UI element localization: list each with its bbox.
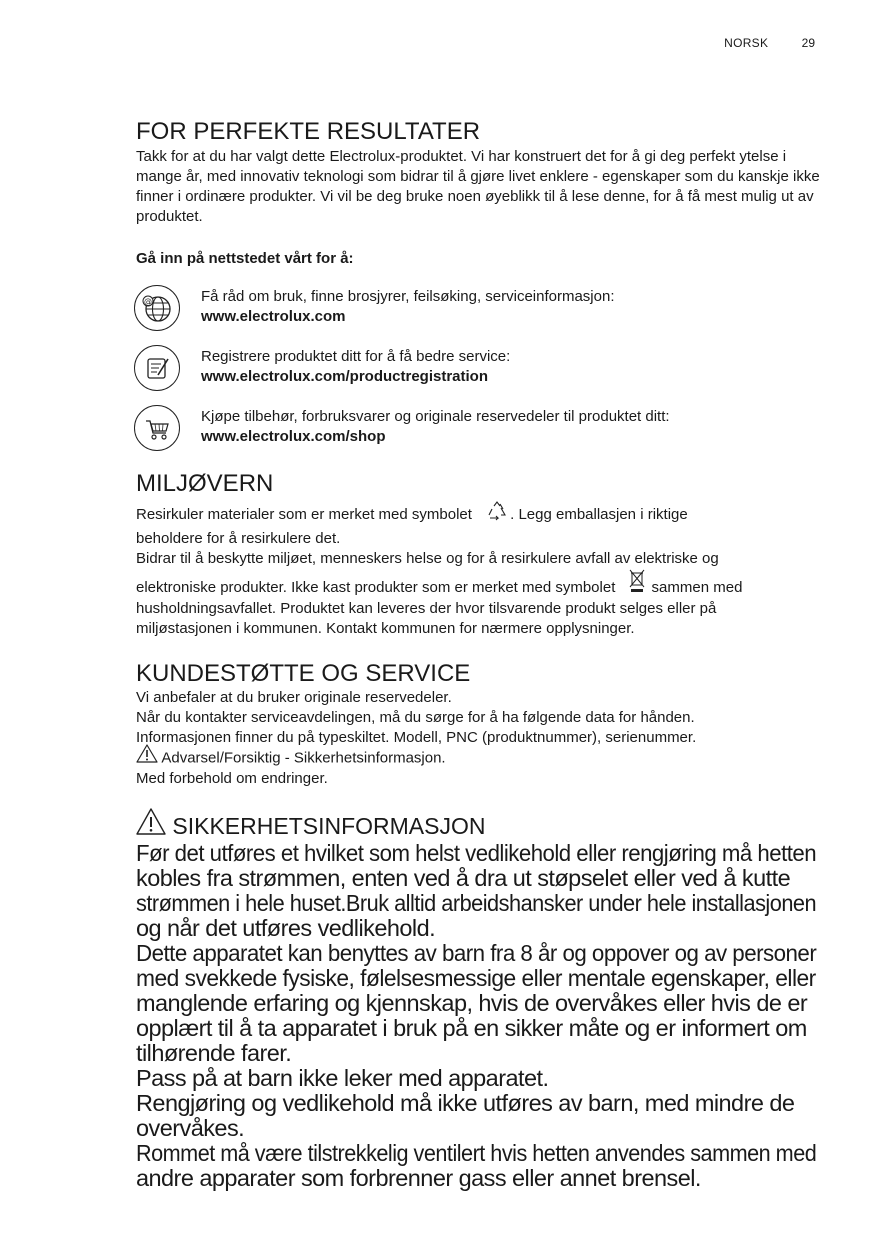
support-text: Når du kontakter serviceavdelingen, må du sørge for å ha følgende data for hånden.: [136, 709, 695, 726]
safety-line: med svekkede fysiske, følelsesmessige eller mentale egenskaper, eller: [136, 965, 816, 992]
language-label: NORSK: [724, 36, 769, 50]
safety-line: Rengjøring og vedlikehold må ikke utføres av barn, med mindre de: [136, 1090, 795, 1117]
shopping-cart-icon: [134, 405, 180, 451]
link-url[interactable]: www.electrolux.com/productregistration: [201, 368, 488, 385]
environment-text: sammen med: [651, 578, 743, 596]
support-text: Informasjonen finner du på typeskiltet. Modell, PNC (produktnummer), serienummer.: [136, 729, 697, 746]
link-url[interactable]: www.electrolux.com: [201, 308, 346, 325]
globe-at-icon: [134, 285, 180, 331]
safety-line: overvåkes.: [136, 1115, 245, 1142]
safety-line: Pass på at barn ikke leker med apparatet.: [136, 1065, 549, 1092]
link-description: Få råd om bruk, finne brosjyrer, feilsøking, serviceinformasjon:: [201, 288, 615, 305]
safety-line: Rommet må være tilstrekkelig ventilert hvis hetten anvendes sammen med: [136, 1140, 817, 1167]
support-text: Vi anbefaler at du bruker originale reservedeler.: [136, 689, 452, 706]
link-row-shop: [136, 404, 826, 464]
page-header: [724, 36, 815, 50]
recycling-icon: [486, 501, 508, 529]
safety-line: Dette apparatet kan benyttes av barn fra 8 år og oppover og av personer: [136, 940, 817, 967]
link-row-registration: [136, 344, 826, 404]
support-text: Med forbehold om endringer.: [136, 770, 328, 787]
safety-line: kobles fra strømmen, enten ved å dra ut støpselet eller ved å kutte: [136, 865, 791, 892]
warning-icon: [136, 808, 166, 841]
safety-line: Før det utføres et hvilket som helst vedlikehold eller rengjøring må hetten: [136, 840, 817, 867]
support-text: Advarsel/Forsiktig - Sikkerhetsinformasjon.: [161, 749, 446, 767]
website-heading: Gå inn på nettstedet vårt for å:: [136, 250, 354, 267]
safety-title-text: SIKKERHETSINFORMASJON: [172, 813, 486, 839]
warning-icon: [136, 744, 158, 769]
safety-line: manglende erfaring og kjennskap, hvis de overvåkes eller hvis de er: [136, 990, 808, 1017]
environment-text: beholdere for å resirkulere det.: [136, 530, 341, 547]
environment-text: Resirkuler materialer som er merket med symbolet: [136, 505, 472, 523]
link-url[interactable]: www.electrolux.com/shop: [201, 428, 386, 445]
link-description: Kjøpe tilbehør, forbruksvarer og originale reservedeler til produktet ditt:: [201, 408, 670, 425]
link-row-info: [136, 284, 826, 344]
environment-text: miljøstasjonen i kommunen. Kontakt kommunen for nærmere opplysninger.: [136, 620, 635, 637]
environment-section: [136, 470, 826, 639]
intro-section: [136, 118, 826, 269]
safety-line: tilhørende farer.: [136, 1040, 292, 1067]
page-number: 29: [801, 36, 815, 50]
safety-line: og når det utføres vedlikehold.: [136, 915, 436, 942]
environment-text: elektroniske produkter. Ikke kast produkter som er merket med symbolet: [136, 578, 616, 596]
environment-title: MILJØVERN: [136, 470, 274, 497]
website-links: [136, 284, 826, 464]
environment-text: Bidrar til å beskytte miljøet, menneskers helse og for å resirkulere avfall av elektriske og: [136, 550, 719, 567]
support-title: KUNDESTØTTE OG SERVICE: [136, 660, 471, 687]
intro-title: FOR PERFEKTE RESULTATER: [136, 118, 481, 145]
support-section: [136, 660, 826, 789]
crossed-bin-icon: [628, 569, 646, 599]
safety-text: [136, 841, 826, 1191]
safety-line: strømmen i hele huset.Bruk alltid arbeidshansker under hele installasjonen: [136, 890, 817, 917]
safety-line: andre apparater som forbrenner gass eller annet brensel.: [136, 1165, 701, 1192]
link-description: Registrere produktet ditt for å få bedre service:: [201, 348, 511, 365]
safety-section: [136, 812, 826, 1191]
environment-text: . Legg emballasjen i riktige: [510, 505, 688, 523]
intro-paragraph: Takk for at du har valgt dette Electrolux-produktet. Vi har konstruert det for å gi deg perfekt ytelse i mange år, med innovativ teknologi som bidrar til å gjøre livet enklere - egenskaper som du kanskje ikke finner i ordinære produkter. Vi vil be deg bruke noen øyeblikk til å lese denne, for å få mest mulig ut av produktet.: [136, 148, 820, 225]
safety-line: opplært til å ta apparatet i bruk på en sikker måte og er informert om: [136, 1015, 807, 1042]
safety-title: [136, 812, 826, 841]
environment-text: husholdningsavfallet. Produktet kan leveres der hvor tilsvarende produkt selges eller på: [136, 600, 717, 617]
svg-text:@: @: [144, 297, 152, 306]
registration-pen-icon: [134, 345, 180, 391]
